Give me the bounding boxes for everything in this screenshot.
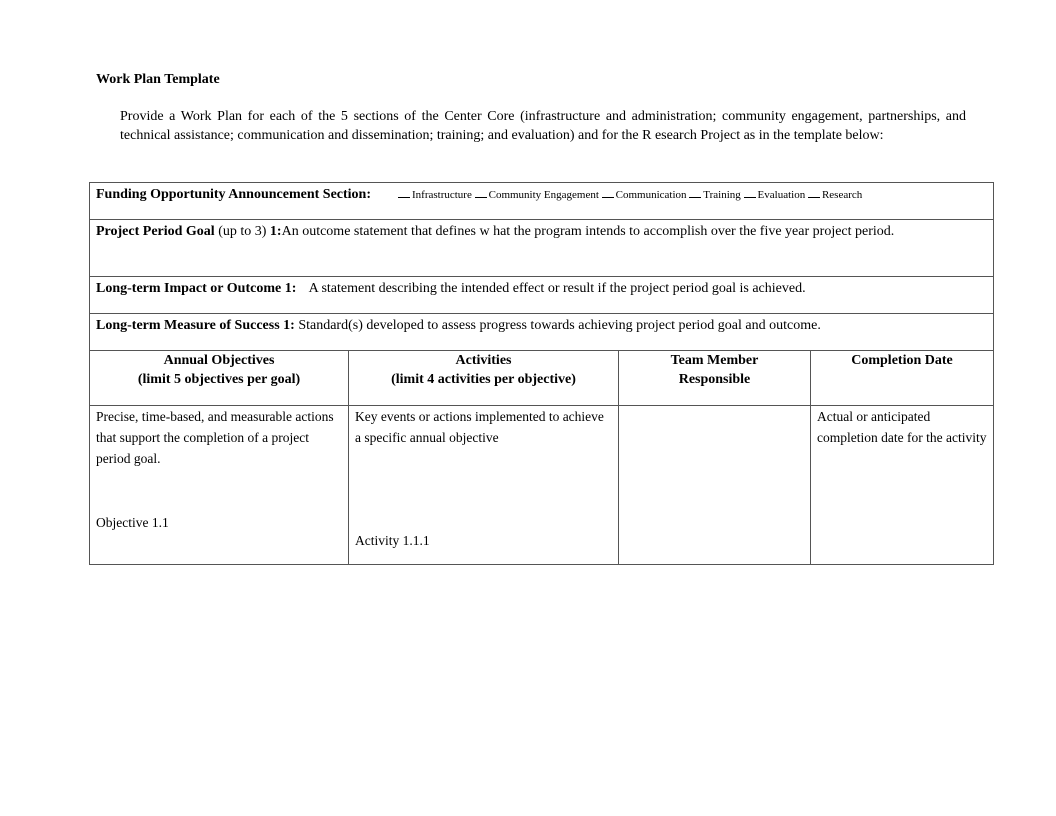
objectives-header [90,351,349,406]
objective-label: Objective 1.1 [96,515,169,530]
measure-text: Standard(s) developed to assess progress towards achieving project period goal and outcome. [298,318,821,333]
option-blank[interactable] [475,197,487,198]
team-header-line1: Team Member [670,353,759,368]
completion-cell[interactable] [811,406,994,565]
goal-label: Project Period Goal [96,224,215,239]
objective-cell[interactable] [90,406,349,565]
activity-label: Activity 1.1.1 [355,533,430,548]
goal-cell [90,220,994,277]
objectives-header-title: Annual Objectives [163,353,275,368]
objective-description: Precise, time-based, and measurable actions that support the completion of a project period goal. [96,409,334,466]
goal-text: An outcome statement that defines w hat the program intends to accomplish over the five year project period. [281,224,895,239]
activity-cell[interactable] [349,406,619,565]
activity-description: Key events or actions implemented to achieve a specific annual objective [355,409,604,445]
activities-header-title: Activities [455,353,512,368]
option-research: Research [821,189,863,201]
completion-description: Actual or anticipated completion date for the activity [817,409,987,445]
team-header [619,351,811,406]
goal-number: 1: [269,224,282,239]
impact-text: A statement describing the intended effect or result if the project period goal is achieved. [308,281,806,296]
option-blank[interactable] [808,197,820,198]
impact-row [90,277,994,314]
impact-cell [90,277,994,314]
intro-paragraph: Provide a Work Plan for each of the 5 sections of the Center Core (infrastructure and administration; community engagement, partnerships, and technical assistance; communication and dissemination; training; and evaluation) and for the R esearch Project as in the template below: [120,109,966,143]
document-title: Work Plan Template [96,72,220,87]
completion-header [811,351,994,406]
activities-header [349,351,619,406]
option-blank[interactable] [689,197,701,198]
option-blank[interactable] [602,197,614,198]
completion-header-title: Completion Date [851,353,953,368]
work-plan-table [89,182,994,565]
funding-cell [90,183,994,220]
option-communication: Communication [615,189,687,201]
measure-label: Long-term Measure of Success 1: [96,318,295,333]
goal-qualifier: (up to 3) [218,224,267,239]
option-blank[interactable] [744,197,756,198]
option-training: Training [703,189,741,201]
team-cell[interactable] [619,406,811,565]
funding-label: Funding Opportunity Announcement Section: [96,187,371,202]
option-community-engagement: Community Engagement [488,189,599,201]
measure-cell [90,314,994,351]
funding-options [398,189,862,201]
impact-label: Long-term Impact or Outcome 1: [96,281,297,296]
table-row [90,406,994,565]
goal-row [90,220,994,277]
option-evaluation: Evaluation [757,189,806,201]
option-infrastructure: Infrastructure [412,189,472,201]
header-row [90,351,994,406]
option-blank[interactable] [398,197,410,198]
funding-row [90,183,994,220]
activities-header-note: (limit 4 activities per objective) [391,372,576,387]
measure-row [90,314,994,351]
team-header-line2: Responsible [678,372,751,387]
objectives-header-note: (limit 5 objectives per goal) [137,372,301,387]
